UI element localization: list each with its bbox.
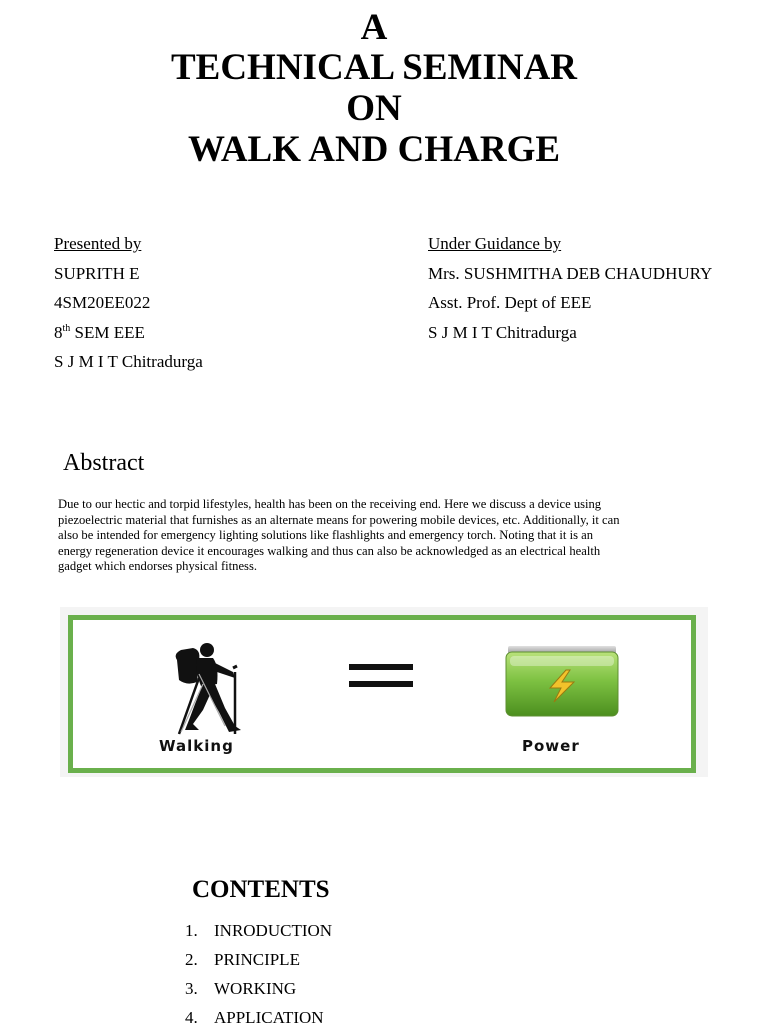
item-number: 2. — [185, 950, 198, 969]
item-label: PRINCIPLE — [214, 950, 300, 969]
semester-rest: SEM EEE — [70, 322, 145, 342]
title-line-4: WALK AND CHARGE — [187, 129, 561, 170]
abstract-line: energy regeneration device it encourages walking and thus can also be acknowledged as an electrical health — [58, 543, 601, 558]
item-label: WORKING — [214, 979, 297, 998]
item-label: INRODUCTION — [214, 921, 333, 940]
contents-heading: CONTENTS — [192, 876, 330, 903]
walking-label: Walking — [159, 737, 234, 755]
guide-name: Mrs. SUSHMITHA DEB CHAUDHURY — [428, 263, 713, 283]
item-label: APPLICATION — [214, 1008, 324, 1027]
item-number: 3. — [185, 979, 198, 998]
abstract-line: also be intended for emergency lighting solutions like flashlights and emergency torch. Noting that it is an — [58, 528, 594, 543]
power-label: Power — [522, 737, 580, 755]
presenter-block — [54, 229, 203, 377]
abstract-line: gadget which endorses physical fitness. — [58, 559, 258, 574]
semester-number: 8 — [54, 322, 63, 342]
abstract-line: piezoelectric material that furnishes as an alternate means for powering mobile devices, etc. Additionally, it can — [58, 512, 620, 527]
equals-icon — [349, 664, 413, 692]
contents-item — [185, 974, 332, 1003]
presenter-heading: Presented by — [54, 234, 142, 253]
semester-suffix: th — [62, 322, 71, 334]
item-number: 1. — [185, 921, 198, 940]
contents-item — [185, 945, 332, 974]
title-line-1: A — [360, 7, 388, 48]
guide-heading: Under Guidance by — [428, 234, 562, 253]
title-line-3: ON — [346, 88, 402, 129]
presenter-semester — [54, 318, 203, 348]
battery-charging-icon — [504, 644, 620, 720]
walking-power-figure — [60, 607, 708, 777]
presenter-college: S J M I T Chitradurga — [54, 352, 203, 371]
figure-frame — [68, 615, 696, 773]
abstract-line: Due to our hectic and torpid lifestyles, health has been on the receiving end. Here we discuss a device using — [58, 497, 602, 511]
guide-college: S J M I T Chitradurga — [428, 322, 577, 342]
contents-list — [185, 916, 332, 1032]
guide-block — [428, 229, 712, 347]
presenter-name: SUPRITH E — [54, 263, 140, 283]
hiker-icon — [163, 638, 293, 738]
contents-item — [185, 1003, 332, 1032]
title-line-2: TECHNICAL SEMINAR — [170, 47, 578, 88]
guide-designation: Asst. Prof. Dept of EEE — [428, 293, 592, 312]
contents-item — [185, 916, 332, 945]
abstract-heading: Abstract — [63, 450, 145, 476]
presenter-usn: 4SM20EE022 — [54, 293, 151, 312]
abstract-text — [58, 497, 718, 575]
item-number: 4. — [185, 1008, 198, 1027]
